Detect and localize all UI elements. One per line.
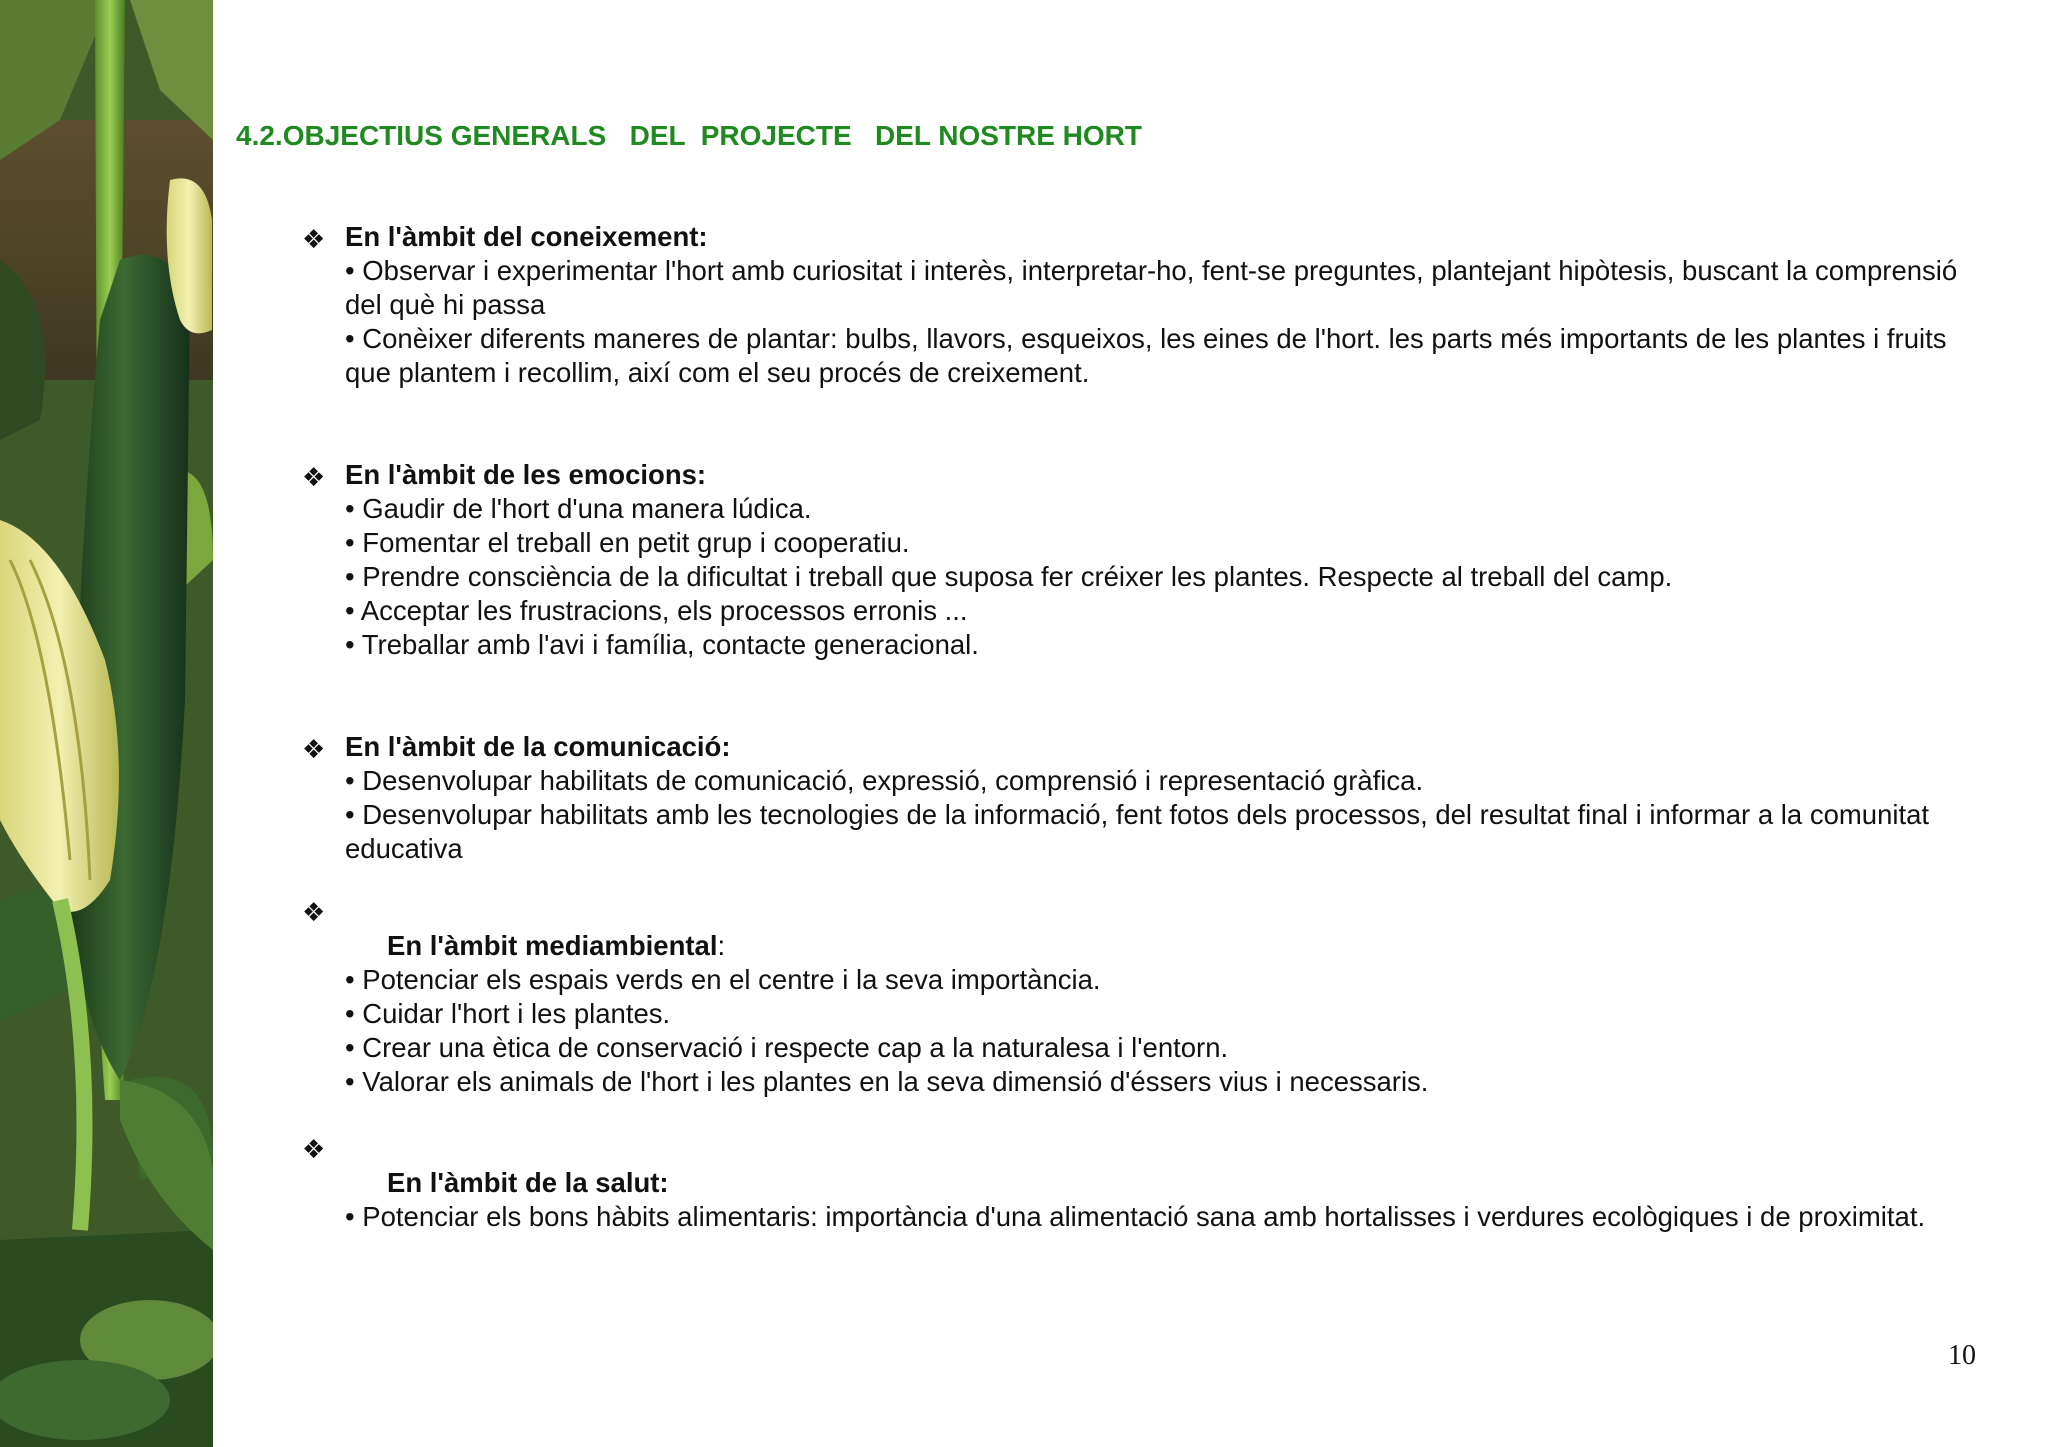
diamond-bullet-icon: ❖ <box>302 1134 326 1164</box>
section-heading: En l'àmbit de les emocions: <box>345 459 707 490</box>
list-item: • Desenvolupar habilitats amb les tecnologies de la informació, fent fotos dels processos, del resultat final i informar a la comunitat educativa <box>345 799 1930 864</box>
list-item: • Desenvolupar habilitats de comunicació, expressió, comprensió i representació gràfica. <box>345 765 1424 796</box>
section-content <box>345 220 1985 390</box>
section-heading: En l'àmbit del coneixement: <box>345 221 708 252</box>
list-item: • Observar i experimentar l'hort amb curiositat i interès, interpretar-ho, fent-se preguntes, plantejant hipòtesis, buscant la comprensió del què hi passa <box>345 255 1958 320</box>
section-heading-text: En l'àmbit mediambiental <box>387 930 718 961</box>
section-heading-colon: : <box>717 930 726 961</box>
diamond-bullet-icon: ❖ <box>302 224 326 254</box>
list-item: • Acceptar les frustracions, els processos erronis ... <box>345 595 968 626</box>
list-item: • Gaudir de l'hort d'una manera lúdica. <box>345 493 812 524</box>
list-item: • Potenciar els espais verds en el centre i la seva importància. <box>345 964 1101 995</box>
list-item: • Crear una ètica de conservació i respecte cap a la naturalesa i l'entorn. <box>345 1032 1229 1063</box>
list-item: • Treballar amb l'avi i família, contacte generacional. <box>345 629 979 660</box>
list-item: • Fomentar el treball en petit grup i cooperatiu. <box>345 527 910 558</box>
section-content <box>345 458 1985 662</box>
page-number: 10 <box>1948 1340 1976 1371</box>
zucchini-plant-photo <box>0 0 213 1447</box>
section-content <box>345 730 1985 866</box>
list-item: • Potenciar els bons hàbits alimentaris: importància d'una alimentació sana amb hortalisses i verdures ecològiques i de proximitat. <box>345 1201 1926 1232</box>
section-heading: En l'àmbit de la salut: <box>387 1167 669 1198</box>
diamond-bullet-icon: ❖ <box>302 462 326 492</box>
diamond-bullet-icon: ❖ <box>302 897 326 927</box>
list-item: • Valorar els animals de l'hort i les plantes en la seva dimensió d'éssers vius i necessaris. <box>345 1066 1429 1097</box>
document-title: 4.2.OBJECTIUS GENERALS DEL PROJECTE DEL NOSTRE HORT <box>236 120 1143 151</box>
section-content <box>345 929 1985 1099</box>
diamond-bullet-icon: ❖ <box>302 734 326 764</box>
list-item: • Prendre consciència de la dificultat i treball que suposa fer créixer les plantes. Respecte al treball del camp. <box>345 561 1673 592</box>
section-content <box>345 1166 1985 1234</box>
list-item: • Cuidar l'hort i les plantes. <box>345 998 671 1029</box>
section-heading <box>345 929 1985 963</box>
list-item: • Conèixer diferents maneres de plantar: bulbs, llavors, esqueixos, les eines de l'hort. les parts més importants de les plantes i fruits que plantem i recollim, així com el seu procés de creixement. <box>345 323 1947 388</box>
section-heading: En l'àmbit de la comunicació: <box>345 731 731 762</box>
